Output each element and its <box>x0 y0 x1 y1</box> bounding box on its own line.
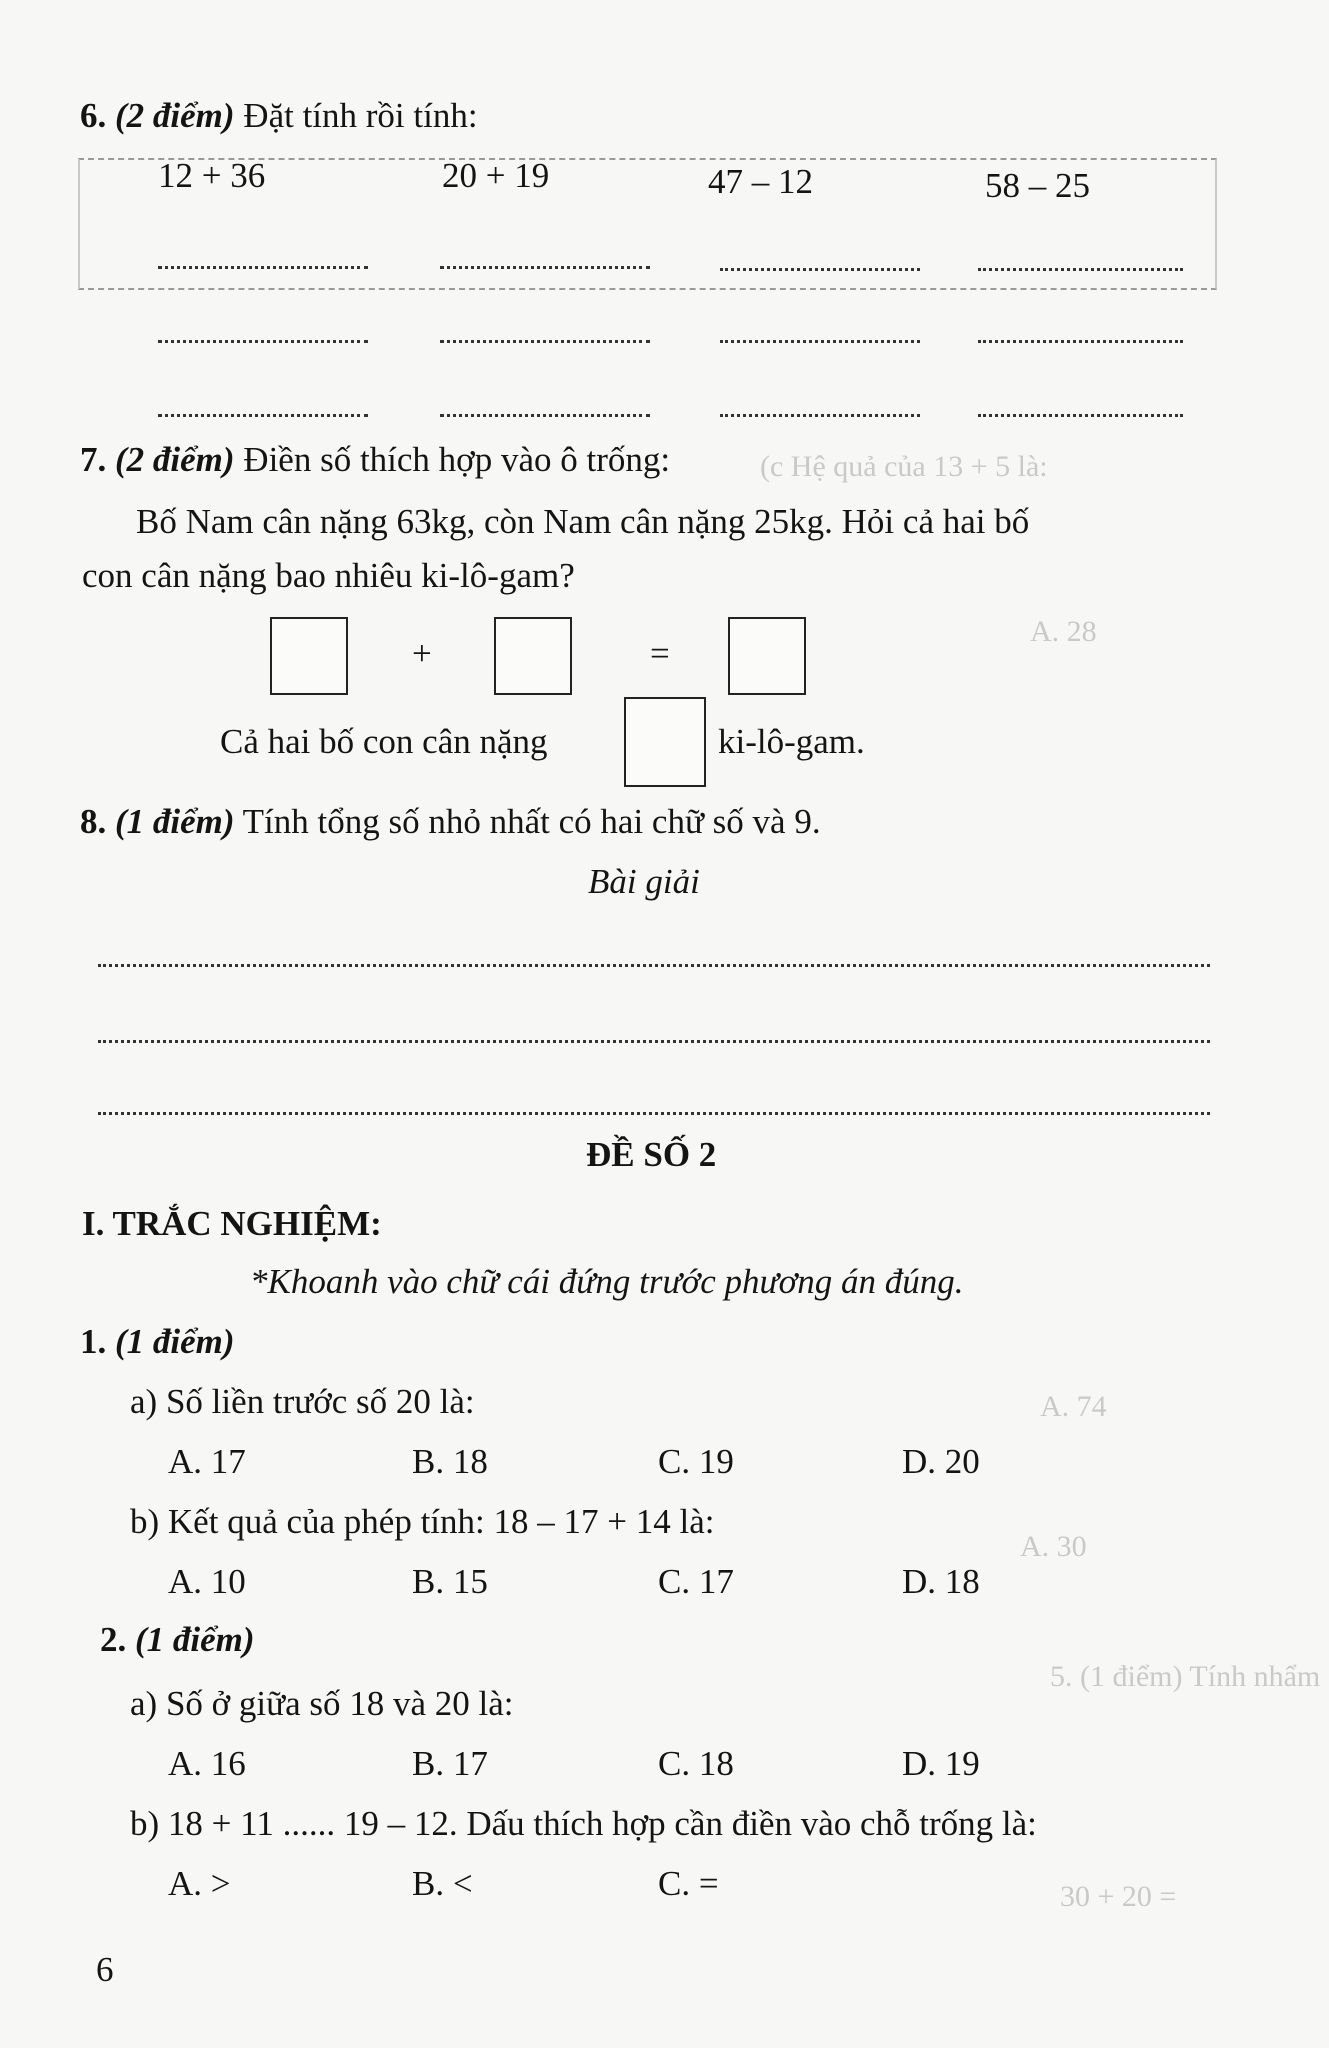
question-2-heading <box>100 1620 255 1660</box>
option-c[interactable]: C. 18 <box>658 1744 734 1783</box>
option-a[interactable]: A. 17 <box>168 1442 246 1481</box>
option-c[interactable]: C. 19 <box>658 1442 734 1481</box>
question-points: (2 điểm) <box>115 96 235 135</box>
problem-line-2: con cân nặng bao nhiêu ki-lô-gam? <box>82 556 575 595</box>
question-points: (2 điểm) <box>115 440 235 479</box>
question-text: Tính tổng số nhỏ nhất có hai chữ số và 9. <box>242 802 821 841</box>
answer-line[interactable] <box>720 340 920 343</box>
bleed-through-text: (c Hệ quả của 13 + 5 là: <box>760 450 1048 483</box>
answer-line[interactable] <box>978 414 1183 417</box>
question-points: (1 điểm) <box>115 802 235 841</box>
option-b[interactable]: B. 18 <box>412 1442 488 1481</box>
solution-line[interactable] <box>98 1040 1210 1043</box>
instruction-text: *Khoanh vào chữ cái đứng trước phương án đúng. <box>250 1262 964 1301</box>
answer-line[interactable] <box>720 414 920 417</box>
question-7-heading <box>80 440 670 480</box>
answer-line[interactable] <box>978 340 1183 343</box>
bleed-through-text: 5. (1 điểm) Tính nhẩm <box>1050 1660 1321 1693</box>
option-c[interactable]: C. = <box>658 1864 719 1903</box>
answer-line[interactable] <box>440 340 650 343</box>
answer-line[interactable] <box>158 266 368 269</box>
option-a[interactable]: A. > <box>168 1864 231 1903</box>
total-answer-box[interactable] <box>624 697 706 787</box>
equals-sign: = <box>650 634 670 673</box>
option-a[interactable]: A. 16 <box>168 1744 246 1783</box>
question-8-heading <box>80 802 821 842</box>
bleed-through-text: A. 74 <box>1040 1390 1107 1423</box>
option-c[interactable]: C. 17 <box>658 1562 734 1601</box>
bleed-through-text: 30 + 20 = <box>1060 1880 1177 1913</box>
question-number: 8. <box>80 802 107 841</box>
expression-2: 20 + 19 <box>442 156 550 195</box>
question-number: 7. <box>80 440 107 479</box>
question-2b-text: b) 18 + 11 ...... 19 – 12. Dấu thích hợp cần điền vào chỗ trống là: <box>130 1804 1037 1843</box>
answer-line[interactable] <box>978 268 1183 271</box>
exam-title: ĐỀ SỐ 2 <box>586 1135 717 1174</box>
option-b[interactable]: B. 15 <box>412 1562 488 1601</box>
answer-line[interactable] <box>158 414 368 417</box>
option-d[interactable]: D. 19 <box>902 1744 980 1783</box>
expression-4: 58 – 25 <box>985 166 1090 205</box>
question-1a-text: a) Số liền trước số 20 là: <box>130 1382 475 1421</box>
question-text: Điền số thích hợp vào ô trống: <box>243 440 671 479</box>
option-b[interactable]: B. 17 <box>412 1744 488 1783</box>
question-points: (1 điểm) <box>135 1620 255 1659</box>
option-d[interactable]: D. 20 <box>902 1442 980 1481</box>
question-2a-text: a) Số ở giữa số 18 và 20 là: <box>130 1684 514 1723</box>
answer-line[interactable] <box>158 340 368 343</box>
question-1-heading <box>80 1322 235 1362</box>
expression-3: 47 – 12 <box>708 162 813 201</box>
solution-line[interactable] <box>98 964 1210 967</box>
question-points: (1 điểm) <box>115 1322 235 1361</box>
problem-line-1: Bố Nam cân nặng 63kg, còn Nam cân nặng 25kg. Hỏi cả hai bố <box>136 502 1030 541</box>
addend-box-1[interactable] <box>270 617 348 695</box>
section-heading: I. TRẮC NGHIỆM: <box>82 1204 382 1243</box>
question-text: Đặt tính rồi tính: <box>243 96 478 135</box>
plus-sign: + <box>412 634 432 673</box>
sum-box[interactable] <box>728 617 806 695</box>
addend-box-2[interactable] <box>494 617 572 695</box>
answer-line[interactable] <box>440 266 650 269</box>
answer-suffix: ki-lô-gam. <box>718 722 865 761</box>
option-d[interactable]: D. 18 <box>902 1562 980 1601</box>
option-b[interactable]: B. < <box>412 1864 473 1903</box>
question-1b-text: b) Kết quả của phép tính: 18 – 17 + 14 là: <box>130 1502 715 1541</box>
expression-1: 12 + 36 <box>158 156 266 195</box>
solution-line[interactable] <box>98 1112 1210 1115</box>
question-6-heading <box>80 96 478 136</box>
question-number: 1. <box>80 1322 107 1361</box>
page-number: 6 <box>96 1950 114 1989</box>
answer-line[interactable] <box>440 414 650 417</box>
answer-line[interactable] <box>720 268 920 271</box>
question-number: 2. <box>100 1620 127 1659</box>
option-a[interactable]: A. 10 <box>168 1562 246 1601</box>
bleed-through-text: A. 30 <box>1020 1530 1087 1563</box>
bleed-through-text: A. 28 <box>1030 615 1097 648</box>
question-number: 6. <box>80 96 107 135</box>
answer-prefix: Cả hai bố con cân nặng <box>220 722 548 761</box>
solution-label: Bài giải <box>588 862 700 901</box>
